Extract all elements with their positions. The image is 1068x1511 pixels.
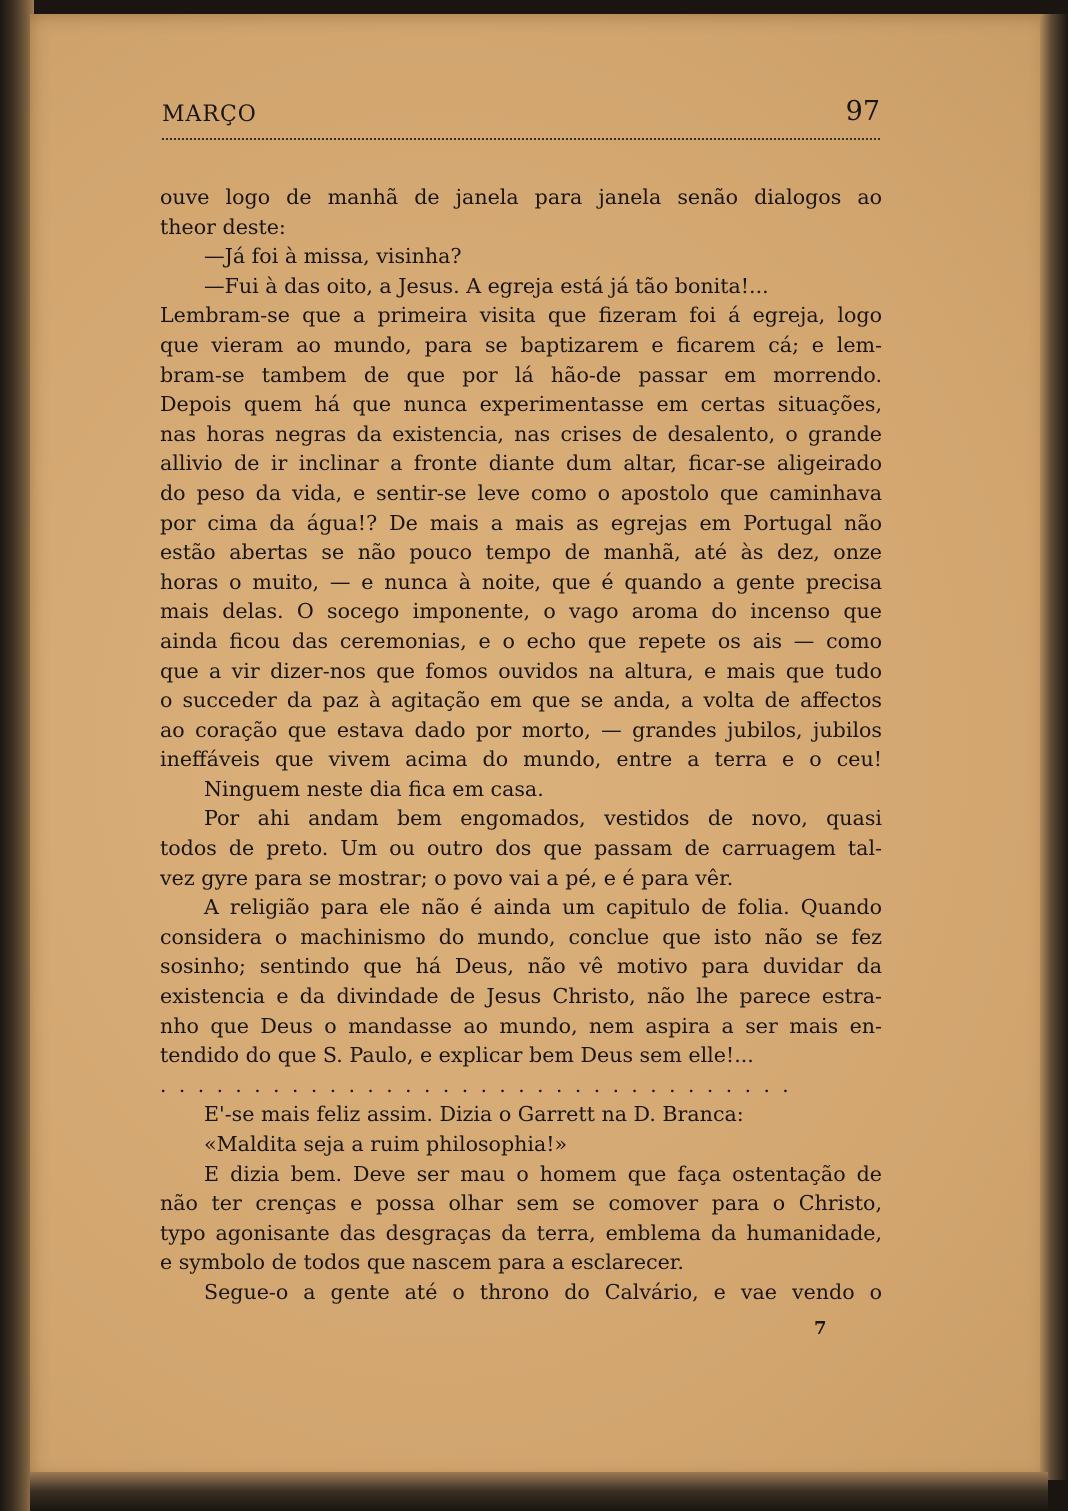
page-edge-right — [1040, 14, 1068, 1480]
book-spine — [0, 0, 34, 1511]
paragraph-start: Ninguem neste dia fica em casa. — [204, 776, 544, 801]
text-line: o succeder da paz à agitação em que se anda, a volta de affectos — [160, 688, 882, 713]
text-line: bram-se tambem de que por lá hão-de passar em morrendo. — [160, 362, 882, 387]
text-line: ainda ficou das ceremonias, e o echo que repete os ais — como — [160, 628, 882, 653]
text-line: tendido do que S. Paulo, e explicar bem Deus sem elle!... — [160, 1043, 754, 1068]
ellipsis-divider: .................................. — [160, 1072, 802, 1097]
text-line: typo agonisante das desgraças da terra, emblema da humanidade, — [160, 1220, 882, 1245]
text-line: sosinho; sentindo que há Deus, não vê motivo para duvidar da — [160, 954, 882, 979]
paragraph-start: Segue-o a gente até o throno do Calvário, e vae vendo o — [204, 1279, 882, 1304]
page-edge-bottom — [30, 1472, 1048, 1511]
text-line: vez gyre para se mostrar; o povo vai a pé, e é para vêr. — [160, 865, 734, 890]
text-line: que vieram ao mundo, para se baptizarem e ficarem cá; e lem- — [160, 332, 882, 357]
text-line: e symbolo de todos que nascem para a esclarecer. — [160, 1250, 684, 1275]
dialogue-line: —Fui à das oito, a Jesus. A egreja está já tão bonita!... — [204, 273, 769, 298]
text-line: do peso da vida, e sentir-se leve como o apostolo que caminhava — [160, 480, 882, 505]
paragraph-start: E'-se mais feliz assim. Dizia o Garrett na D. Branca: — [204, 1102, 744, 1127]
text-line: mais delas. O socego imponente, o vago aroma do incenso que — [160, 599, 882, 624]
text-line: allivio de ir inclinar a fronte diante dum altar, ficar-se aligeirado — [160, 451, 882, 476]
running-title: MARÇO — [162, 102, 257, 127]
paragraph-start: E dizia bem. Deve ser mau o homem que faça ostentação de — [204, 1161, 882, 1186]
page-number: 97 — [845, 96, 880, 127]
body-text — [160, 183, 882, 1308]
text-line: Lembram-se que a primeira visita que fizeram foi á egreja, logo — [160, 303, 882, 328]
text-line: todos de preto. Um ou outro dos que passam de carruagem tal- — [160, 836, 882, 861]
text-line: Depois quem há que nunca experimentasse em certas situações, — [160, 392, 882, 417]
text-line: ineffáveis que vivem acima do mundo, entre a terra e o ceu! — [160, 747, 882, 772]
text-line: considera o machinismo do mundo, conclue que isto não se fez — [160, 924, 882, 949]
text-line: por cima da água!? De mais a mais as egrejas em Portugal não — [160, 510, 882, 535]
header-rule — [162, 138, 880, 140]
paragraph-start: Por ahi andam bem engomados, vestidos de novo, quasi — [204, 806, 882, 831]
text-line: nas horas negras da existencia, nas crises de desalento, o grande — [160, 421, 882, 446]
text-line: nho que Deus o mandasse ao mundo, nem aspira a ser mais en- — [160, 1013, 882, 1038]
text-line: existencia e da divindade de Jesus Christo, não lhe parece estra- — [160, 984, 882, 1009]
paragraph-start: A religião para ele não é ainda um capitulo de folia. Quando — [204, 895, 882, 920]
text-line: theor deste: — [160, 214, 286, 239]
text-line: horas o muito, — e nunca à noite, que é quando a gente precisa — [160, 569, 882, 594]
quotation-line: «Maldita seja a ruim philosophia!» — [204, 1132, 568, 1156]
signature-mark: 7 — [814, 1318, 827, 1339]
text-line: ao coração que estava dado por morto, — grandes jubilos, jubilos — [160, 717, 882, 742]
text-line: ouve logo de manhã de janela para janela senão dialogos ao — [160, 185, 882, 209]
text-line: não ter crenças e possa olhar sem se comover para o Christo, — [160, 1191, 882, 1216]
text-line: estão abertas se não pouco tempo de manhã, até às dez, onze — [160, 540, 882, 565]
text-line: que a vir dizer-nos que fomos ouvidos na altura, e mais que tudo — [160, 658, 882, 683]
dialogue-line: —Já foi à missa, visinha? — [204, 244, 462, 269]
page-header — [162, 96, 880, 136]
